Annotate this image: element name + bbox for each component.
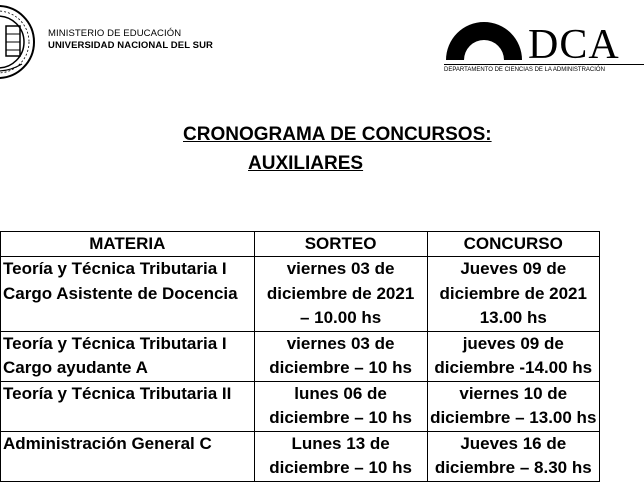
ministry-label: MINISTERIO DE EDUCACIÓN bbox=[48, 28, 182, 39]
concurso-cell: Jueves 16 de diciembre – 8.30 hs bbox=[427, 431, 600, 481]
university-label: UNIVERSIDAD NACIONAL DEL SUR bbox=[48, 40, 214, 51]
materia-cell: Teoría y Técnica Tributaria I Cargo Asistente de Docencia bbox=[1, 257, 255, 332]
concurso-cell: jueves 09 de diciembre -14.00 hs bbox=[427, 331, 600, 381]
schedule-table bbox=[0, 231, 600, 482]
page-subtitle: AUXILIARES bbox=[248, 153, 364, 174]
page-title: CRONOGRAMA DE CONCURSOS: bbox=[183, 124, 492, 145]
table-row bbox=[1, 331, 600, 381]
sorteo-cell: lunes 06 de diciembre – 10 hs bbox=[254, 381, 427, 431]
sorteo-cell: Lunes 13 de diciembre – 10 hs bbox=[254, 431, 427, 481]
table-row bbox=[1, 431, 600, 481]
university-seal-icon bbox=[0, 4, 42, 80]
materia-cell: Administración General C bbox=[1, 431, 255, 481]
dca-logo bbox=[444, 18, 644, 78]
table-header-row bbox=[1, 232, 600, 257]
table-row bbox=[1, 381, 600, 431]
dca-letters: DCA bbox=[528, 22, 620, 68]
sorteo-cell: viernes 03 de diciembre – 10 hs bbox=[254, 331, 427, 381]
dca-arch-icon bbox=[444, 18, 524, 62]
header-concurso: CONCURSO bbox=[427, 232, 600, 257]
table-row bbox=[1, 257, 600, 332]
header-sorteo: SORTEO bbox=[254, 232, 427, 257]
concurso-cell: viernes 10 de diciembre – 13.00 hs bbox=[427, 381, 600, 431]
header-materia: MATERIA bbox=[1, 232, 255, 257]
concurso-cell: Jueves 09 de diciembre de 2021 13.00 hs bbox=[427, 257, 600, 332]
dca-subtitle: DEPARTAMENTO DE CIENCIAS DE LA ADMINISTRACIÓN bbox=[444, 64, 644, 73]
institution-text bbox=[48, 28, 213, 52]
sorteo-cell: viernes 03 de diciembre de 2021 – 10.00 hs bbox=[254, 257, 427, 332]
materia-cell: Teoría y Técnica Tributaria II bbox=[1, 381, 255, 431]
materia-cell: Teoría y Técnica Tributaria I Cargo ayudante A bbox=[1, 331, 255, 381]
